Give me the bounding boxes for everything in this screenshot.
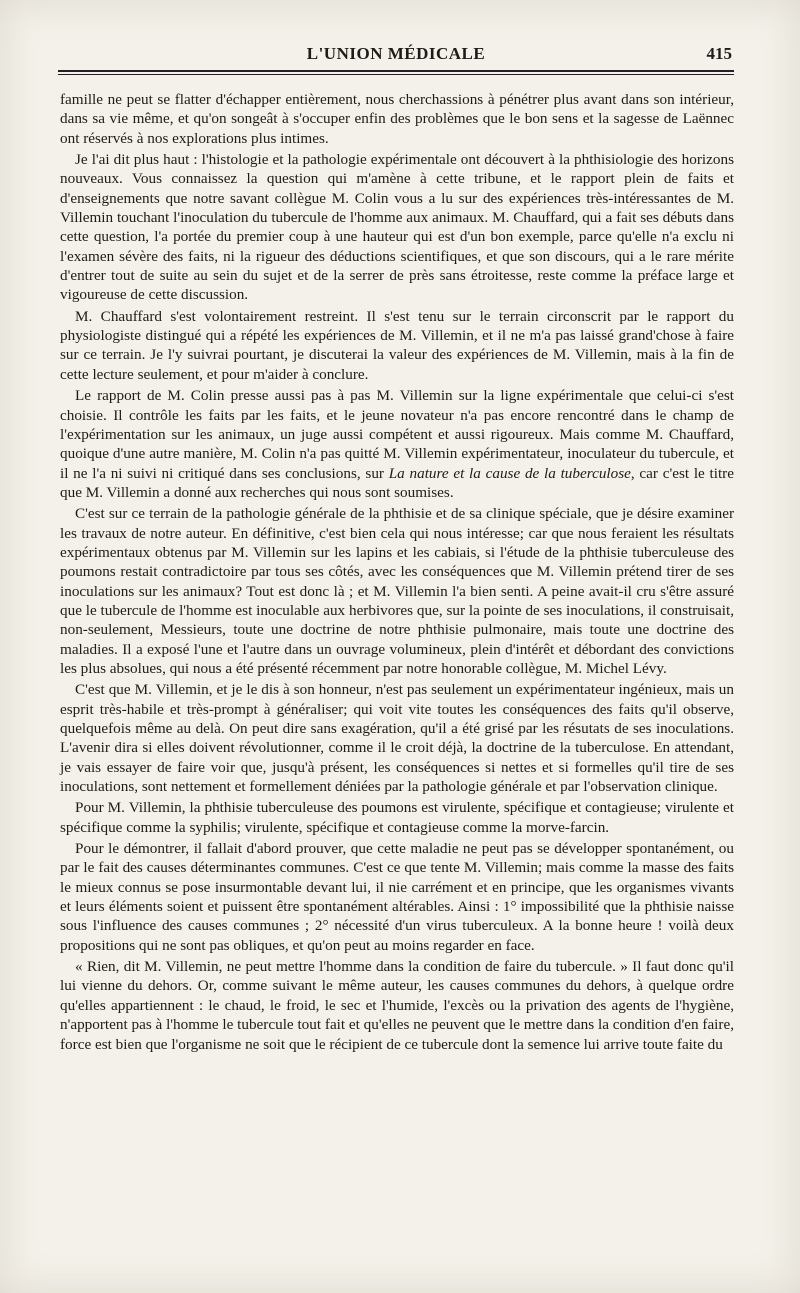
paragraph: C'est sur ce terrain de la pathologie générale de la phthisie et de sa clinique spéciale, que je désire examiner les travaux de notre auteur. En définitive, c'est bien cela qui nous intéresse; car que nous feraient les résultats expérimentaux obtenus par M. Villemin sur les lapins et les cabiais, si l'étude de la phthisie tuberculeuse des poumons restait contradictoire par tous ses côtés, avec les conséquences que M. Villemin prétend tirer de ses inoculations sur les animaux? Tout est donc là ; et M. Villemin l'a bien senti. A peine avait-il cru s'être assuré que le tubercule de l'homme est inoculable aux herbivores que, sur la pointe de ses inoculations, il construisait, non-seulement, Messieurs, toute une doctrine de notre phthisie pulmonaire, mais toute une doctrine des maladies. Il a exposé l'une et l'autre dans un ouvrage volumineux, plein d'intérêt et débordant des convictions les plus absolues, qui nous a été présenté récemment par notre honorable collègue, M. Michel Lévy. [60,505,734,677]
paragraph-text: , car c'est le titre que M. Villemin a donné aux recherches qui nous sont soumises. [60,464,734,501]
page-header [58,44,734,68]
paragraph: Pour le démontrer, il fallait d'abord prouver, que cette maladie ne peut pas se développer spontanément, ou par le fait des causes déterminantes communes. C'est ce que tente M. Villemin; mais comme la masse des faits le mieux connus se pose insurmontable devant lui, il nie carrément et en principe, que les organismes vivants et leurs éléments soient et puissent être spontanément altérables. Ainsi : 1° impossibilité que la phthisie naisse sous l'influence des causes communes ; 2° nécessité d'un virus tuberculeux. A la bonne heure ! voilà deux propositions qui ne sont pas obliques, et qu'on peut au moins regarder en face. [60,840,734,954]
running-title: L'UNION MÉDICALE [306,44,486,63]
paragraph-text: Le rapport de M. Colin presse aussi pas à pas M. Villemin sur la ligne expérimentale que celui-ci s'est choisie. Il contrôle les faits par les faits, et le jeune novateur n'a pas encore rencontré dans le champ de l'expérimentation sur les animaux, un juge aussi compétent et aussi rigoureux. Mais comme M. Chauffard, quoique d'une autre manière, M. Colin n'a pas quitté M. Villemin expérimentateur, inoculateur du tubercule, et il ne l'a ni suivi ni critiqué dans ses conclusions, sur [60,387,734,482]
page-number: 415 [706,44,732,63]
body-text [60,90,734,1056]
paragraph [60,386,734,502]
paragraph: Je l'ai dit plus haut : l'histologie et la pathologie expérimentale ont découvert à la phthisiologie des horizons nouveaux. Vous connaissez la question qui m'amène à cette tribune, et le rapport plein de faits et d'enseignements que notre savant collègue M. Colin vous a lu sur des expériences très-intéressantes de M. Villemin touchant l'inoculation du tubercule de l'homme aux animaux. M. Chauffard, qui a fait ses débuts dans cette question, l'a portée du premier coup à une hauteur qui est d'un bon exemple, parce qu'elle n'a exclu ni l'examen sévère des faits, ni la rigueur des déductions scientifiques, et que son discours, qui a le rare mérite d'entrer tout de suite au sein du sujet et de la serrer de près sans étroitesse, reste comme la préface large et vigoureuse de cette discussion. [60,151,734,304]
book-title: La nature et la cause de la tuberculose [388,464,631,482]
paragraph: C'est que M. Villemin, et je le dis à son honneur, n'est pas seulement un expérimentateur ingénieux, mais un esprit très-habile et très-prompt à généraliser; qui voit vite toutes les conséquences des faits qu'il observe, quelquefois même au delà. On peut dire sans exagération, qu'il a été grisé par les résutats de ses inoculations. L'avenir dira si elles doivent révolutionner, comme il le croit déjà, la doctrine de la tuberculose. En attendant, je vais essayer de faire voir que, jusqu'à présent, les conséquences si nettes et si formelles qu'il tire de ses inoculations, sont nettement et formellement déniées par la pathologie générale et par l'observation clinique. [60,681,734,796]
paragraph: M. Chauffard s'est volontairement restreint. Il s'est tenu sur le terrain circonscrit par le rapport du physiologiste distingué qui a répété les expériences de M. Villemin, et il ne m'a pas laissé grand'chose à faire sur ce terrain. Je l'y suivrai pourtant, je discuterai la valeur des expériences de M. Villemin, mais à la fin de cette lecture seulement, et pour m'aider à conclure. [60,307,734,383]
paragraph: Pour M. Villemin, la phthisie tuberculeuse des poumons est virulente, spécifique et contagieuse; virulente et spécifique comme la syphilis; virulente, spécifique et contagieuse comme la morve-farcin. [60,799,734,836]
header-rule [58,70,734,72]
paragraph: « Rien, dit M. Villemin, ne peut mettre l'homme dans la condition de faire du tubercule. » Il faut donc qu'il lui vienne du dehors. Or, comme suivant le même auteur, les causes communes du dehors, à quelque ordre qu'elles appartiennent : le chaud, le froid, le sec et l'humide, l'excès ou la privation des agents de l'hygiène, n'apportent pas à l'homme le tubercule tout fait et qu'elles ne peuvent que le mettre dans la condition d'en faire, force est bien que l'organisme ne soit que le récipient de ce tubercule dont la semence lui arrive toute faite du [60,958,734,1053]
paragraph: famille ne peut se flatter d'échapper entièrement, nous cherchassions à pénétrer plus avant dans son intérieur, dans sa vie même, et qu'on songeât à s'occuper enfin des problèmes que le bon sens et la sagesse de Laënnec ont réservés à nos explorations plus intimes. [60,91,734,147]
header-rule-thin [58,74,734,75]
